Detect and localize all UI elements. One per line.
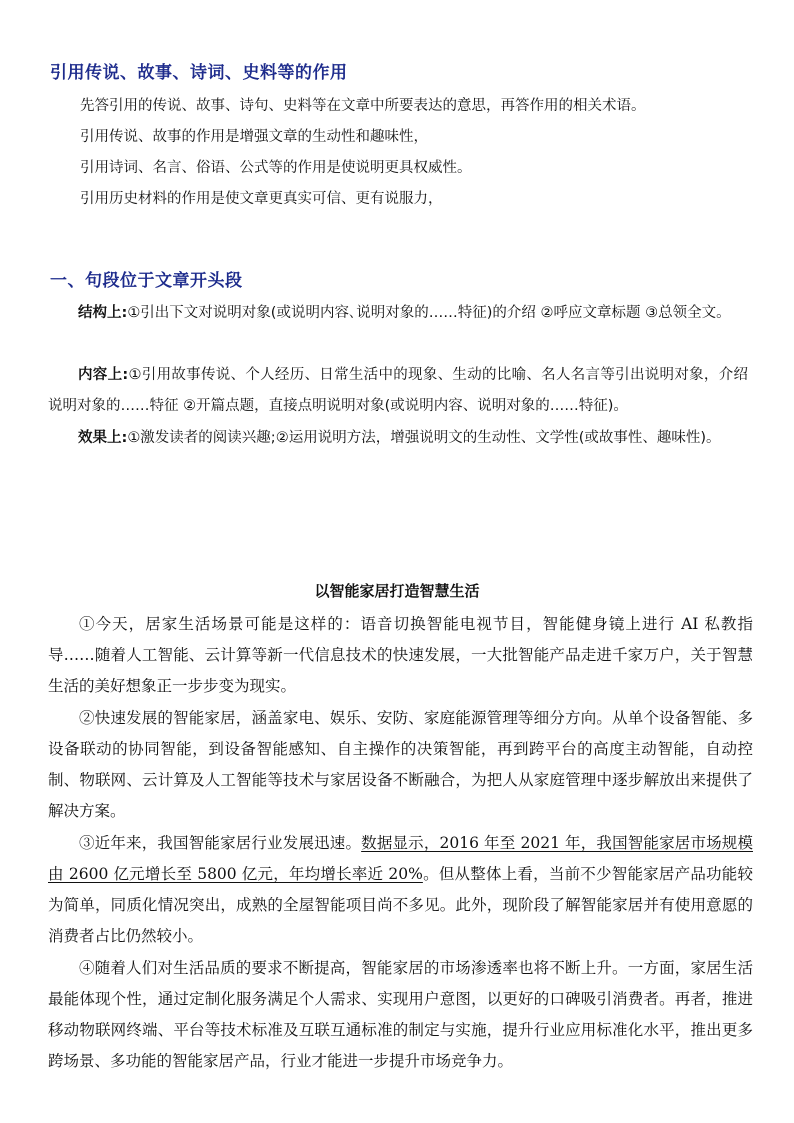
article-title: 以智能家居打造智慧生活 — [314, 582, 480, 600]
effect-text: ①激发读者的阅读兴趣;②运用说明方法，增强说明文的生动性、文学性(或故事性、趣味性)。 — [127, 430, 721, 446]
content-label: 内容上: — [78, 367, 129, 383]
effect-label: 效果上: — [78, 430, 128, 446]
structure-text: ①引出下文对说明对象(或说明内容､说明对象的……特征)的介绍 ②呼应文章标题 ③总领全文。 — [127, 305, 731, 321]
effect-paragraph — [48, 423, 748, 454]
section2-heading: 一、句段位于文章开头段 — [50, 271, 243, 291]
article-paragraph-2: ②快速发展的智能家居，涵盖家电、娱乐、安防、家庭能源管理等细分方向。从单个设备智能、多设备联动的协同智能，到设备智能感知、自主操作的决策智能，再到跨平台的高度主动智能，自动控制、物联网、云计算及人工智能等技术与家居设备不断融合，为把人从家庭管理中逐步解放出来提供了解决方案。 — [48, 709, 753, 820]
article-paragraph-4: ④随着人们对生活品质的要求不断提高，智能家居的市场渗透率也将不断上升。一方面，家居生活最能体现个性，通过定制化服务满足个人需求、实现用户意图，以更好的口碑吸引消费者。再者，推进移动物联网终端、平台等技术标准及互联互通标准的制定与实施，提升行业应用标准化水平，推出更多跨场景、多功能的智能家居产品，行业才能进一步提升市场竞争力。 — [48, 959, 753, 1070]
section1-line-1: 先答引用的传说、故事、诗句、史料等在文章中所要表达的意思，再答作用的相关术语。 — [80, 98, 646, 114]
section1-line-4: 引用历史材料的作用是使文章更真实可信、更有说服力， — [80, 191, 443, 207]
p3-intro: ③近年来，我国智能家居行业发展迅速。 — [79, 834, 362, 852]
section1-line-2: 引用传说、故事的作用是增强文章的生动性和趣味性， — [80, 129, 428, 145]
section1-heading: 引用传说、故事、诗词、史料等的作用 — [50, 63, 348, 83]
content-text: ①引用故事传说、个人经历、日常生活中的现象、生动的比喻、名人名言等引出说明对象，介绍说明对象的……特征 ②开篇点题，直接点明说明对象(或说明内容、说明对象的……特征)。 — [48, 367, 748, 414]
article-paragraph-1: ①今天，居家生活场景可能是这样的：语音切换智能电视节目，智能健身镜上进行 AI 私教指导……随着人工智能、云计算等新一代信息技术的快速发展，一大批智能产品走进千家万户，关于智慧生活的美好想象正一步步变为现实。 — [48, 615, 753, 695]
p3-underlined-data: 数据显示，2016 年至 2021 年，我国智能家居市场规模由 2600 亿元增长至 5800 亿元，年均增长率近 20% — [48, 834, 753, 883]
section1-line-3: 引用诗词、名言、俗语、公式等的作用是使说明更具权威性。 — [80, 160, 472, 176]
p3-rest: 。但从整体上看，当前不少智能家居产品功能较为简单，同质化情况突出，成熟的全屋智能项目尚不多见。此外，现阶段了解智能家居并有使用意愿的消费者占比仍然较小。 — [48, 865, 753, 945]
structure-paragraph — [48, 298, 748, 329]
structure-label: 结构上: — [78, 305, 128, 321]
content-paragraph — [48, 360, 748, 422]
article-paragraph-3 — [48, 828, 753, 952]
